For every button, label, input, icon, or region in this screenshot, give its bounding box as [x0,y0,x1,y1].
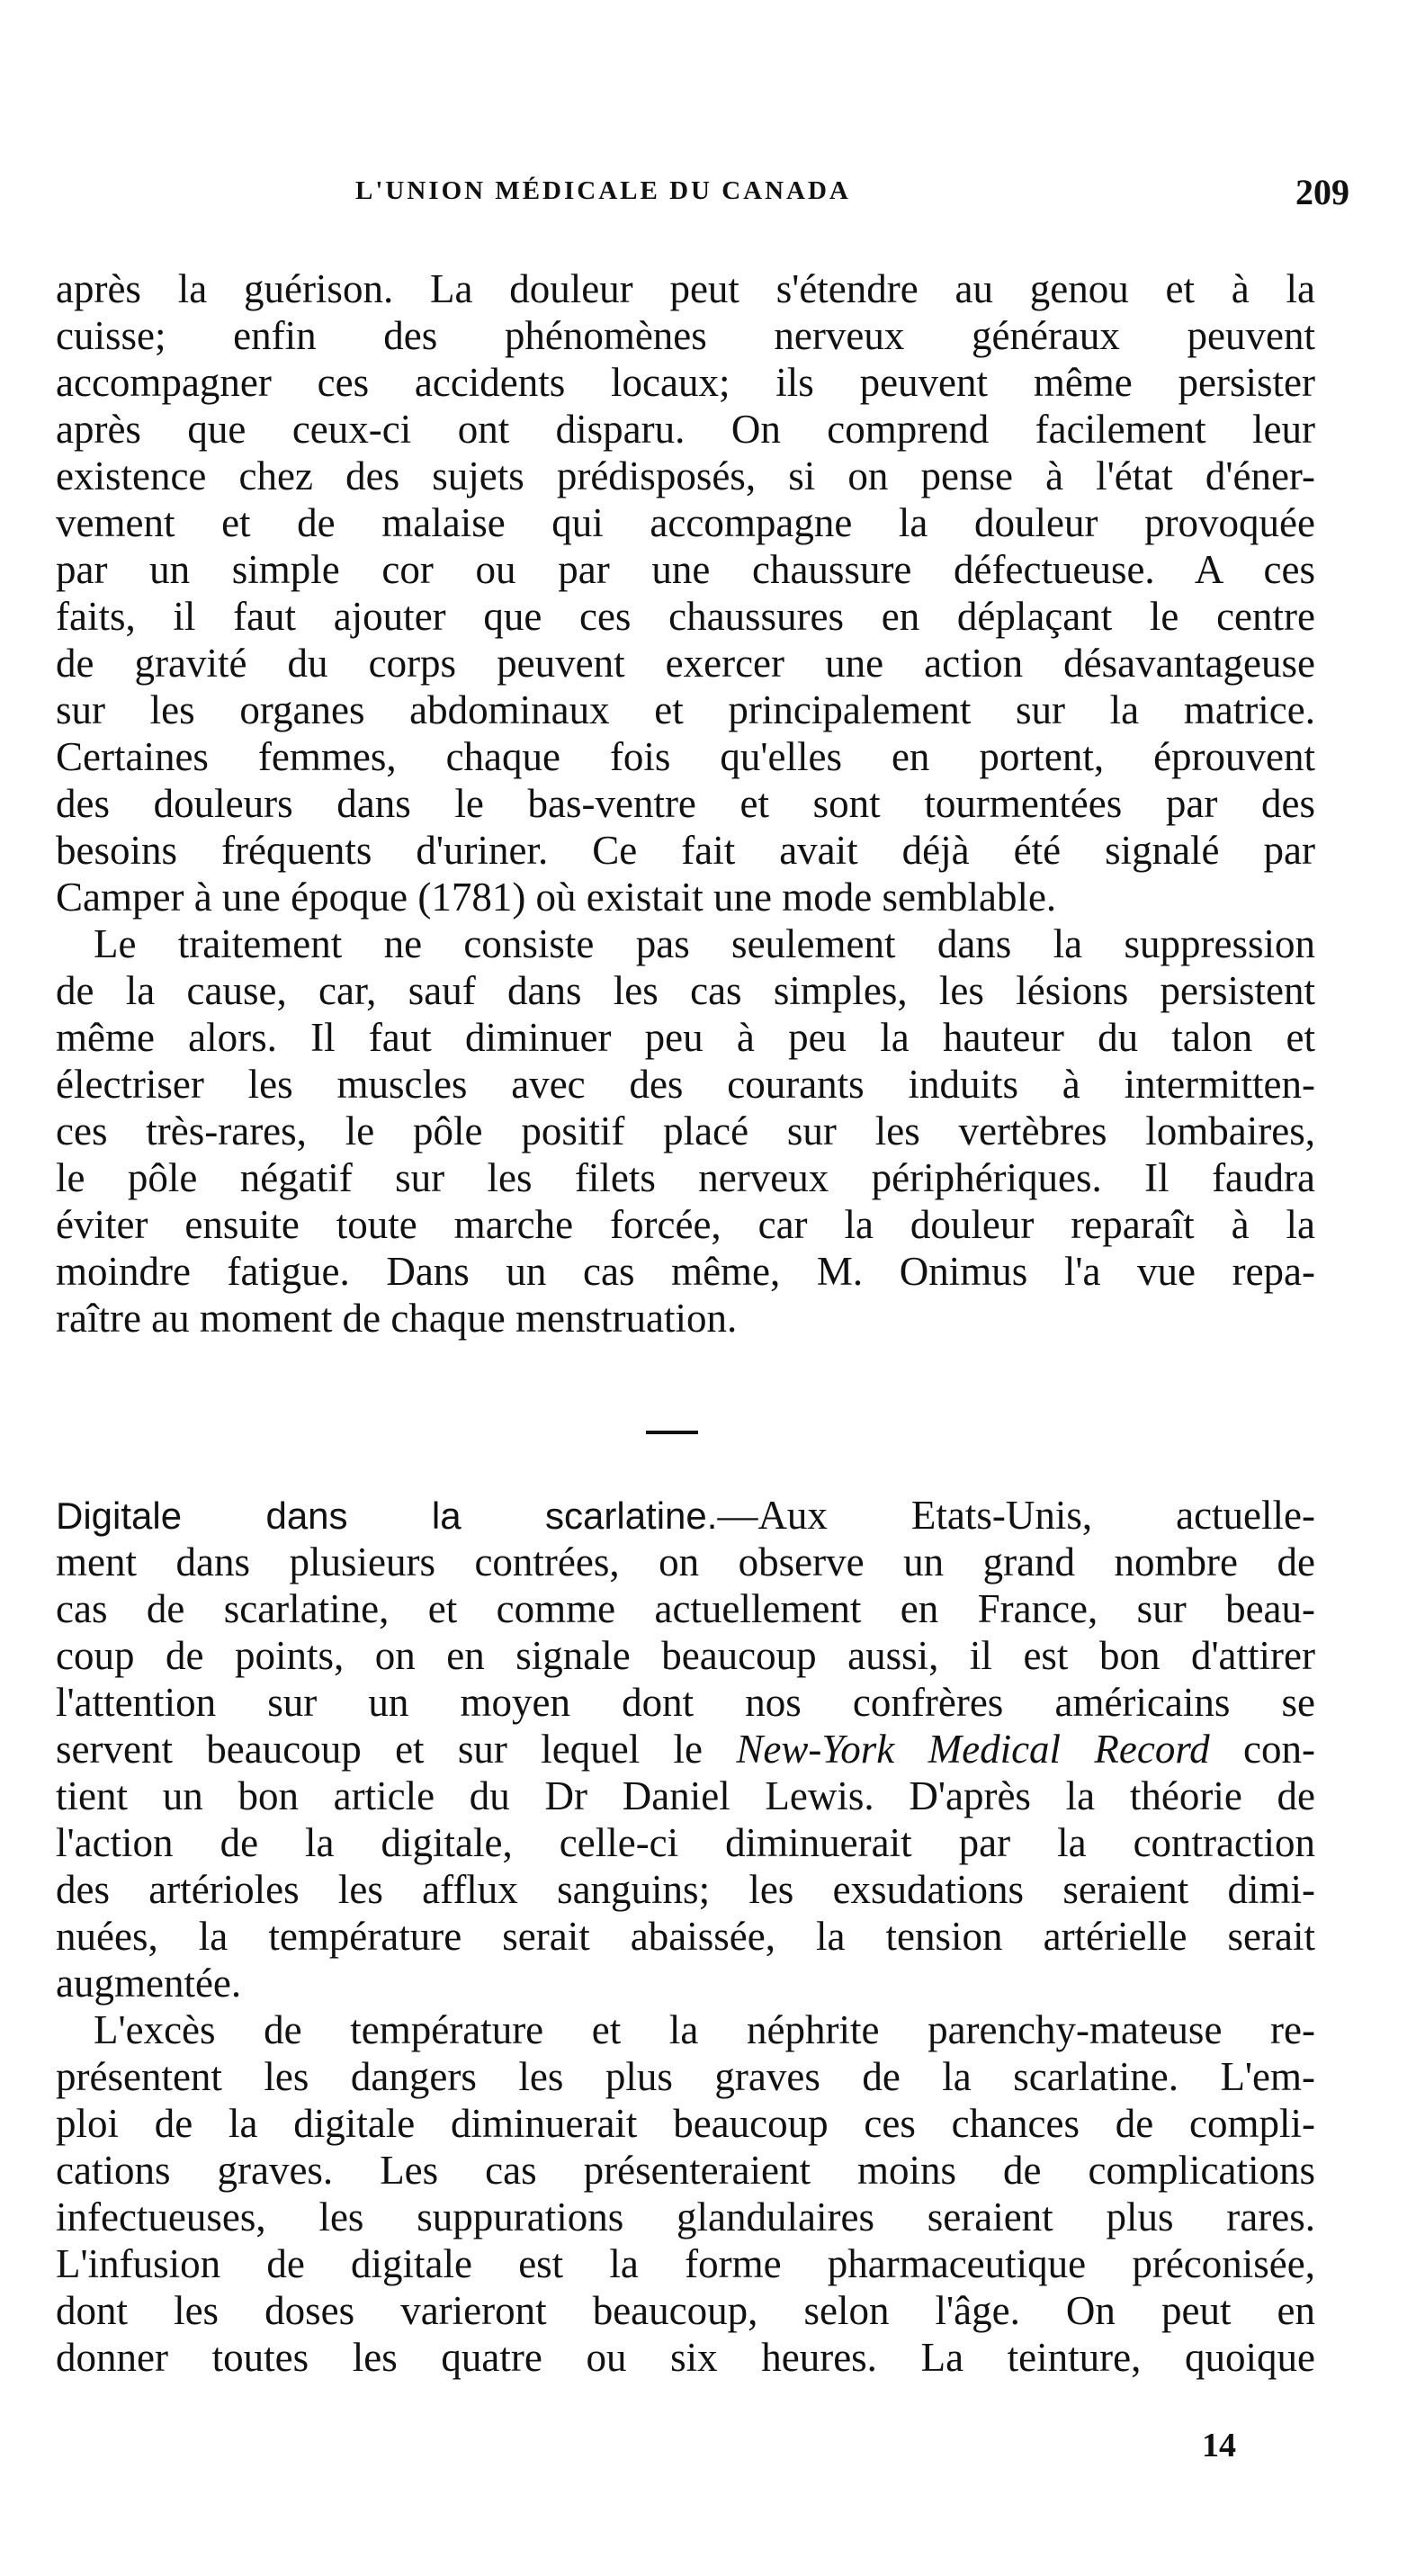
text-line: moindre fatigue. Dans un cas même, M. Onimus l'a vue repa- [56,1249,1315,1294]
text-line: l'action de la digitale, celle-ci diminuerait par la contraction [56,1820,1315,1865]
text-line: par un simple cor ou par une chaussure défectueuse. A ces [56,547,1315,592]
text-line: besoins fréquents d'uriner. Ce fait avait déjà été signalé par [56,828,1315,873]
text-line: présentent les dangers les plus graves de la scarlatine. L'em- [56,2054,1315,2099]
text-line: raître au moment de chaque menstruation. [56,1296,738,1341]
text-line: des douleurs dans le bas-ventre et sont tourmentées par des [56,781,1315,826]
text-line: Certaines femmes, chaque fois qu'elles en portent, éprouvent [56,734,1315,779]
text-line: existence chez des sujets prédisposés, si on pense à l'état d'éner- [56,453,1315,498]
text-line: ploi de la digitale diminuerait beaucoup ces chances de compli- [56,2101,1315,2146]
text-line: électriser les muscles avec des courants induits à intermitten- [56,1062,1315,1107]
text-line: après la guérison. La douleur peut s'étendre au genou et à la [56,266,1315,311]
text-line: infectueuses, les suppurations glandulaires seraient plus rares. [56,2195,1315,2239]
text-line: tient un bon article du Dr Daniel Lewis. D'après la théorie de [56,1773,1315,1818]
text-line: des artérioles les afflux sanguins; les exsudations seraient dimi- [56,1867,1315,1912]
text-line-with-journal [56,1726,1315,1773]
signature-mark: 14 [1202,2427,1236,2464]
page-number: 209 [1295,172,1349,212]
text-line: cuisse; enfin des phénomènes nerveux généraux peuvent [56,313,1315,358]
section-1-text [56,265,1315,1342]
text-line: cas de scarlatine, et comme actuellement en France, sur beau- [56,1586,1315,1631]
running-title: L'UNION MÉDICALE DU CANADA [355,176,851,205]
section-title-continuation: —Aux Etats-Unis, actuelle- [717,1493,1315,1538]
text-line: vement et de malaise qui accompagne la douleur provoquée [56,500,1315,545]
text-line: nuées, la température serait abaissée, la tension artérielle serait [56,1914,1315,1959]
journal-title: New-York Medical Record [736,1727,1210,1772]
text-line: après que ceux-ci ont disparu. On comprend facilement leur [56,407,1315,452]
section-separator [646,1431,698,1434]
text-line: même alors. Il faut diminuer peu à peu la hauteur du talon et [56,1015,1315,1060]
text-line: augmentée. [56,1961,242,2006]
text-line: accompagner ces accidents locaux; ils peuvent même persister [56,360,1315,405]
text-line: donner toutes les quatre ou six heures. La teinture, quoique [56,2335,1315,2380]
section-title: Digitale dans la scarlatine. [56,1494,718,1537]
text-line: sur les organes abdominaux et principalement sur la matrice. [56,687,1315,732]
journal-line-before: servent beaucoup et sur lequel le [56,1727,737,1772]
section-2-text [56,1492,1315,2381]
text-line: éviter ensuite toute marche forcée, car la douleur reparaît à la [56,1202,1315,1247]
text-line: l'attention sur un moyen dont nos confrères américains se [56,1680,1315,1725]
text-line: L'infusion de digitale est la forme pharmaceutique préconisée, [56,2241,1315,2286]
paragraph-start-line: L'excès de température et la néphrite parenchy-mateuse re- [94,2007,1315,2052]
text-line: de gravité du corps peuvent exercer une action désavantageuse [56,641,1315,686]
text-line: faits, il faut ajouter que ces chaussures en déplaçant le centre [56,594,1315,639]
text-line: ces très-rares, le pôle positif placé sur les vertèbres lombaires, [56,1108,1315,1153]
paragraph-start-line: Le traitement ne consiste pas seulement dans la suppression [94,921,1315,966]
text-line: de la cause, car, sauf dans les cas simples, les lésions persistent [56,968,1315,1013]
text-line: ment dans plusieurs contrées, on observe un grand nombre de [56,1539,1315,1584]
text-line: cations graves. Les cas présenteraient moins de complications [56,2148,1315,2193]
text-line: dont les doses varieront beaucoup, selon l'âge. On peut en [56,2288,1315,2333]
running-head [90,172,1349,221]
text-line: coup de points, on en signale beaucoup aussi, il est bon d'attirer [56,1633,1315,1678]
section-title-line [56,1492,1315,1539]
text-line: le pôle négatif sur les filets nerveux périphériques. Il faudra [56,1155,1315,1200]
journal-line-after: con- [1209,1727,1315,1772]
text-line: Camper à une époque (1781) où existait une mode semblable. [56,875,1057,920]
